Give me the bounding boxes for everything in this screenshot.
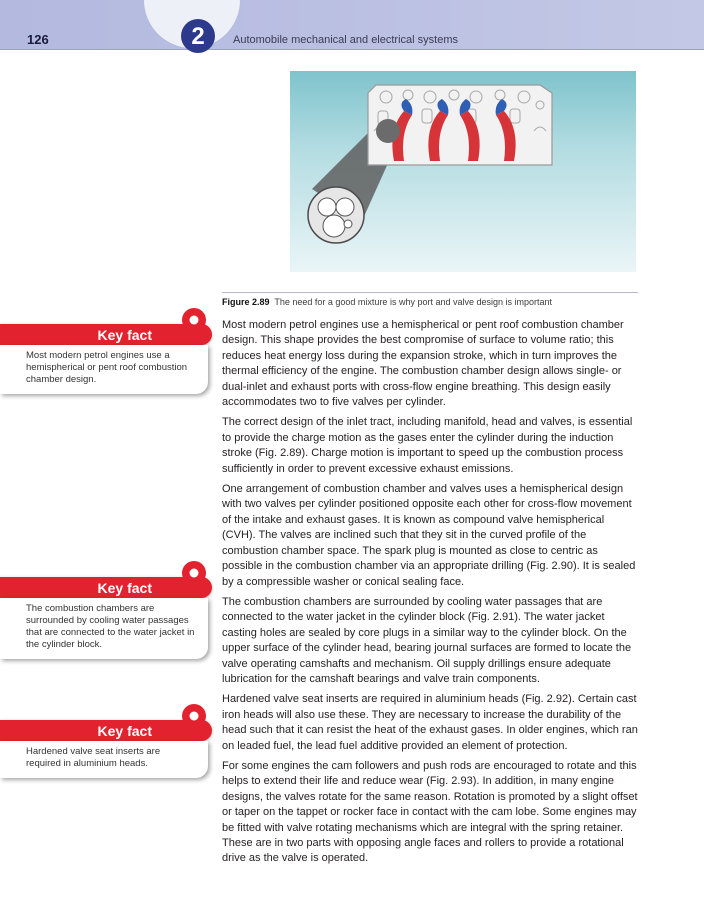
key-fact-text: Most modern petrol engines use a hemispherical or pent roof combustion chamber design. [0, 345, 208, 394]
figure-label: Figure 2.89 [222, 297, 270, 307]
key-icon [158, 559, 210, 603]
figure-2-89 [290, 71, 636, 272]
paragraph: The correct design of the inlet tract, including manifold, head and valves, is essential to provide the charge motion as the gases enter the cylinder during the induction stroke (Fig. 2.89). Charge motion is important to speed up the combustion process sufficiently in order to prevent excessive exhaust emissions. [222, 416, 633, 475]
figure-caption-text: The need for a good mixture is why port and valve design is important [274, 297, 553, 307]
paragraph: The combustion chambers are surrounded by cooling water passages that are connected to the water jacket in the cylinder block (Fig. 2.91). The water jacket casting holes are sealed by core plugs in a similar way to the cylinder block. On the upper surface of the cylinder head, bearing journal surfaces are formed to locate the valve operating camshafts and mechanism. Oil supply drillings ensure adequate lubrication for the camshaft bearings and valve train components. [222, 595, 632, 685]
combustion-chamber-detail [308, 187, 364, 243]
key-fact-header [0, 324, 212, 345]
paragraph: Most modern petrol engines use a hemispherical or pent roof combustion chamber design. This shape provides the best compromise of surface to volume ratio; this reduces heat energy loss during the expansion stroke, which in turn improves the thermal efficiency of the engine. The combustion chamber design allows single- or dual-inlet and exhaust ports with cross-flow engine breathing. This design easily accommodates two to five valves per cylinder. [222, 319, 624, 409]
header-divider [0, 49, 704, 50]
key-fact-title: Key fact [97, 580, 152, 596]
figure-caption [222, 292, 638, 307]
key-fact-text: The combustion chambers are surrounded by cooling water passages that are connected to the water jacket in the cylinder block. [0, 598, 208, 659]
paragraph: For some engines the cam followers and push rods are encouraged to rotate and this helps to extend their life and reduce wear (Fig. 2.93). In addition, in many engine designs, the valves rotate for the same reason. Rotation is promoted by a slight offset or taper on the tappet or rocker face in contact with the cam lobe. Some engines may be fitted with valve rotating mechanisms which are integral with the spring retainer. These are in two parts with opposing angle faces and rollers to provide a rotational drive as the valve is operated. [222, 759, 638, 865]
key-fact-title: Key fact [97, 723, 152, 739]
body-text [222, 318, 640, 872]
page-number: 126 [27, 32, 49, 47]
cylinder-head-illustration [290, 71, 636, 272]
paragraph: Hardened valve seat inserts are required in aluminium heads (Fig. 2.92). Certain cast iron heads will also use these. They are necessary to increase the durability of the head such that it can resist the heat of the exhaust gases. In older engines, which ran on leaded fuel, the lead fuel additive provided an element of protection. [222, 693, 638, 752]
key-fact-box [0, 324, 212, 394]
key-icon [158, 306, 210, 350]
key-icon [158, 702, 210, 746]
key-fact-box [0, 720, 212, 778]
key-fact-title: Key fact [97, 327, 152, 343]
key-fact-header [0, 720, 212, 741]
running-title: Automobile mechanical and electrical systems [233, 34, 458, 46]
chapter-badge: 2 [181, 19, 215, 53]
key-fact-header [0, 577, 212, 598]
key-fact-box [0, 577, 212, 659]
paragraph: One arrangement of combustion chamber and valves uses a hemispherical design with two valves per cylinder positioned opposite each other for cross-flow movement of the intake and exhaust gases. It is known as compound valve hemispherical (CVH). The valves are inclined such that they sit in the curved profile of the combustion chamber space. The spark plug is mounted as close to centric as possible in the combustion chamber via an appropriate drilling (Fig. 2.90). It is sealed by a compressible washer or conical sealing face. [222, 483, 636, 588]
key-fact-text: Hardened valve seat inserts are required in aluminium heads. [0, 741, 208, 778]
highlight-spot [376, 119, 400, 143]
